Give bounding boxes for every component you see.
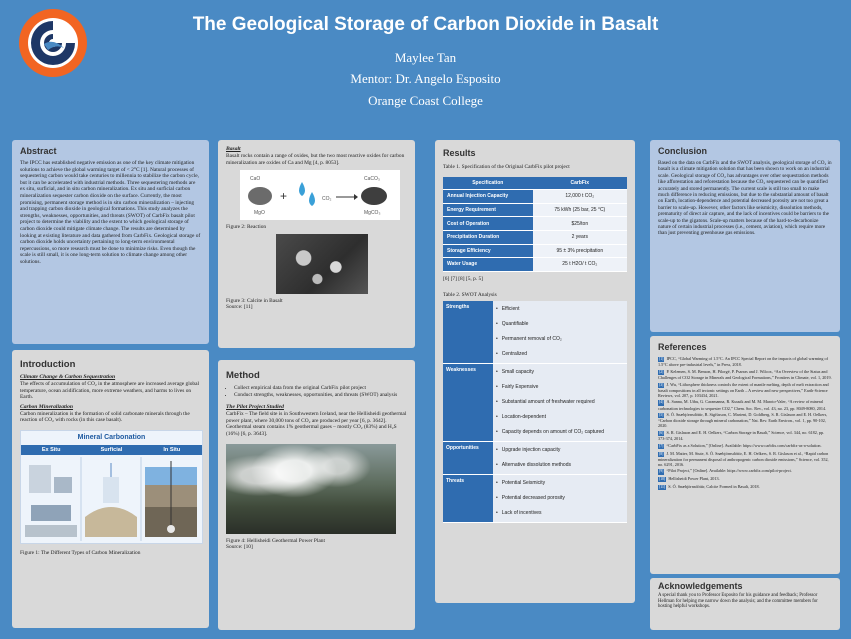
basalt-subheading: Basalt (226, 146, 241, 152)
calcite-in-basalt-photo (276, 234, 368, 294)
figure-col-surficial: Surficial (100, 446, 123, 453)
table-2-caption: Table 2. SWOT Analysis (443, 292, 497, 299)
reference-item: [5] S. Ó. Snæbjörnsdóttir, B. Sigfússon, C. Marieni, D. Goldberg, S. R. Gislason and E. H. Oelkers, “Carbon dioxide storage through mineral carbonation,” Nat. Rev. Earth Environ., vol. 1, pp. 90-102, 2020. (658, 412, 828, 429)
spec-key: Precipitation Duration (443, 230, 533, 244)
list-item: • Potential Seismicity (496, 476, 624, 491)
list-item: • Centralized (496, 347, 624, 362)
spec-key: Energy Requirement (443, 203, 533, 217)
reference-item: [9] “Pilot Project,” [Online]. Available: https://www.carbfix.com/pilot-project. (659, 468, 792, 474)
results-panel (435, 140, 635, 603)
conclusion-body: Based on the data on CarbFix and the SWOT analysis, geological storage of CO₂ in basalt is a climate mitigation solution that has been shown to work on an industrial scale. Geological storage of CO₂ has advantages over other sequestration methods like afforestation and reforestation because the CO₂ sequestered can be quantified accurately and stored permanently. The current scale is still too small to make much difference in reducing emissions, but due to the substantial amount of basalt on Earth, location-dependence and potential decreased porosity are not too great a barrier to scale-up. However, other factors like seismicity, dissolution methods, prematurity of direct air capture, and the lack of incentives could be barriers to the scale-up to the gigatons. Scale-up matters because of the hard-to-decarbonize nature of certain industrial processes (i.e., cement, aviation), which require more than just preventing greenhouse gas emissions. (658, 160, 832, 237)
method-list (226, 385, 407, 398)
table-row (443, 363, 627, 441)
method-item: • Conduct strengths, weaknesses, opportunities, and threats (SWOT) analysis (234, 392, 407, 399)
spec-table (443, 177, 627, 272)
mentor-name: Mentor: Dr. Angelo Esposito (350, 71, 501, 86)
spec-table-header (443, 177, 627, 190)
method-panel (218, 360, 415, 630)
figure-col-ex-situ: Ex Situ (41, 446, 61, 453)
swot-category: Strengths (443, 301, 493, 364)
spec-value: 12,000 t CO₂ (533, 190, 627, 204)
spec-key: Cost of Operation (443, 217, 533, 231)
conclusion-heading: Conclusion (658, 146, 707, 156)
results-heading: Results (443, 148, 476, 158)
reaction-caco3: CaCO₃ (364, 176, 380, 183)
swot-category: Threats (443, 474, 493, 522)
spec-value: $25/ton (533, 217, 627, 231)
reaction-co2: CO₂ (322, 196, 332, 203)
power-plant-photo (226, 444, 396, 534)
table-row (443, 258, 627, 272)
figure-1-caption: Figure 1: The Different Types of Carbon Mineralization (20, 549, 141, 556)
list-item: • Potential decreased porosity (496, 491, 624, 506)
reaction-cao: CaO (250, 176, 261, 183)
table-row (443, 190, 627, 204)
reference-item: [11] S. Ó. Snæbjörnsdóttir, Calcite Formed in Basalt, 2018. (659, 483, 760, 489)
table-row (443, 217, 627, 231)
table-row (443, 244, 627, 258)
list-item: • Capacity depends on amount of CO₂ captured (496, 425, 624, 440)
figure-4-source: Source: [10] (226, 544, 253, 551)
list-item: • Quantifiable (496, 317, 624, 332)
list-item: • Small capacity (496, 365, 624, 380)
abstract-body: The IPCC has established negative emission as one of the key climate mitigation solutions to achieve the global warming target of < 2°C [1]. Natural processes of sequestering carbon would take centuries to millennia to stabilize the carbon cycle, but it can be accelerated with industrial methods. Three sequestering methods are ex situ, surficial, and in situ carbon mineralization. Ex situ and surficial carbon mineralization sequester carbon dioxide on the surface. Currently, the most promising, permanent storage method is in situ carbon mineralization – injecting and trapping carbon dioxide in geological formations. This study analyzes the strengths, weaknesses, opportunities, and threats (SWOT) of CarbFix basalt pilot project to determine the viability and the extent to which geological storage of carbon dioxide could mitigate climate change. The results are determined by looking at existing literature and data gathered from CarbFix. Geological storage of carbon dioxide holds uncertainty pertaining to long-term environmental repercussions, so more research must be done to minimize risks. Even though the scale is still small, it is one long-term solution to climate change among other solutions. (20, 160, 201, 265)
swot-items (493, 474, 627, 522)
table-row (443, 301, 627, 364)
reference-item: [3] J. Wu, “Lithosphere thickness controls the extent of mantle melting, depth of melt extraction and basalt compositions in all tectonic settings on Earth – A review and new perspectives,” Earth-Science Reviews, vol. 207, p. 103434, 2021. (658, 381, 829, 398)
swot-category: Weaknesses (443, 363, 493, 441)
list-item: • Upgrade injection capacity (496, 443, 624, 458)
acknowledgements-heading: Acknowledgements (658, 581, 743, 591)
reference-item: [4] A. Sanna, M. Uibu, G. Caramanna, R. Kuusik and M. M. Maroto-Valer, “A review of mineral carbonation technologies to sequester CO2,” Chem. Soc. Rev., vol. 43, no. 23, pp. 8049-8080, 2014. (658, 399, 827, 411)
climate-change-text: The effects of accumulation of CO₂ in the atmosphere are increased average global temperature, ocean acidification, more extreme weathers, and harms to lives on Earth. (20, 381, 199, 401)
spec-value: 2 years (533, 230, 627, 244)
list-item: • Location-dependent (496, 410, 624, 425)
table-1-caption: Table 1. Specification of the Original CarbFix pilot project (443, 164, 570, 170)
list-item: • Lack of incentives (496, 506, 624, 521)
swot-category: Opportunities (443, 441, 493, 474)
conclusion-panel (650, 140, 840, 332)
spec-key: Annual Injection Capacity (443, 190, 533, 204)
spec-key: Storage Efficiency (443, 244, 533, 258)
table-1-references: [6] [7] [8] [5, p. 5] (443, 275, 483, 282)
spec-value: 75 kWh (25 bar, 25 °C) (533, 203, 627, 217)
author-name: Maylee Tan (394, 50, 457, 65)
swot-items (493, 363, 627, 441)
reaction-figure (240, 170, 400, 220)
swot-items (493, 301, 627, 364)
list-item: • Substantial amount of freshwater required (496, 395, 624, 410)
references-panel (650, 336, 840, 574)
reference-item: [7] “CarbFix as a Solution,” [Online]. Available: https://www.carbfix.com/carbfix-as-a-solution. (659, 442, 822, 448)
reference-item: [2] P. Kelemen, S. M. Benson, H. Pilorgé, P. Psarras and J. Wilcox, “An Overview of the Status and Challenges of CO2 Storage in Minerals and Geological Formations,” Frontiers in Climate, vol. 1, 2019. (658, 368, 832, 380)
introduction-panel (12, 350, 209, 628)
abstract-panel (12, 140, 209, 344)
swot-table (443, 301, 627, 523)
svg-text:+: + (280, 189, 288, 204)
acknowledgements-panel (650, 578, 840, 630)
carbon-mineralization-text: Carbon mineralization is the formation of solid carbonate minerals through the reaction of CO₂ with rocks (in this case basalt). (20, 410, 190, 424)
spec-value: 95 ± 3% precipitation (533, 244, 627, 258)
acknowledgements-body: A special thank you to Professor Esposito for his guidance and feedback; Professor Hellman for helping me narrow down the analysis; and the committee members for hosting helpful workshops. (658, 593, 818, 610)
basalt-panel (218, 140, 415, 348)
figure-col-in-situ: In Situ (163, 446, 181, 453)
figure-3-source: Source: [11] (226, 304, 253, 311)
spec-header-cell: CarbFix (533, 177, 627, 190)
list-item: • Efficient (496, 302, 624, 317)
list-item: • Fairly Expensive (496, 380, 624, 395)
method-heading: Method (226, 370, 260, 381)
school-name: Orange Coast College (368, 93, 483, 108)
references-heading: References (658, 342, 707, 352)
spec-header-cell: Specification (443, 177, 533, 190)
carbon-mineralization-subheading: Carbon Mineralization (20, 403, 74, 410)
table-row (443, 230, 627, 244)
reference-item: [8] J. M. Matter, M. Stute, S. Ó. Snæbjörnsdóttir, E. H. Oelkers, S. R. Gislason et al., “Rapid carbon mineralization for permanent disposal of anthropogenic carbon dioxide emissions,” Science, vol. 352, no. 6291, 2016. (658, 450, 829, 467)
reference-item: [10] Hellisheidi Power Plant, 2013. (659, 476, 720, 482)
spec-value: 25 t H2O/ t CO₂ (533, 258, 627, 272)
pilot-project-subheading: The Pilot Project Studied (226, 404, 284, 411)
figure-title: Mineral Carbonation (77, 433, 146, 441)
pilot-project-text: CarbFix – The field site is in Southwestern Iceland, near the Hellisheidi geothermal power plant, where 30,000 tons of CO₂ are produced per year [6, p. 3642]. Geothermal steam contains 1% geothermal gases – mostly CO₂ (83%) and H₂S (16%) [6, p. 3643]. (226, 411, 407, 437)
method-item: • Collect empirical data from the original CarbFix pilot project (234, 385, 407, 392)
table-row (443, 203, 627, 217)
mineral-carbonation-illustration (21, 457, 202, 541)
reference-item: [6] S. R. Gislason and E. H. Oelkers, “Carbon Storage in Basalt,” Science, vol. 344, no. 6182, pp. 373-374, 2014. (658, 430, 825, 442)
spec-key: Water Usage (443, 258, 533, 272)
basalt-text: Basalt rocks contain a range of oxides, but the two most reactive oxides for carbon mineralization are oxides of Ca and Mg [4, p. 8053]. (226, 153, 405, 166)
reaction-mgco3: MgCO₃ (364, 210, 381, 217)
swot-items (493, 441, 627, 474)
introduction-heading: Introduction (20, 359, 76, 370)
figure-2-caption: Figure 2: Reaction (226, 224, 267, 231)
table-row (443, 474, 627, 522)
poster-title: The Geological Storage of Carbon Dioxide in Basalt (192, 14, 659, 35)
mineral-carbonation-figure (20, 430, 203, 544)
reaction-mgo: MgO (254, 210, 265, 217)
figure-3-caption: Figure 3: Calcite in Basalt (226, 297, 283, 304)
list-item: • Alternative dissolution methods (496, 458, 624, 473)
reference-item: [1] IPCC, “Global Warming of 1.5°C. An IPCC Special Report on the impacts of global warming of 1.5°C above pre-industrial levels,” in Press, 2018. (658, 356, 828, 368)
table-row (443, 441, 627, 474)
climate-change-subheading: Climate Change & Carbon Sequestration (20, 374, 116, 380)
figure-4-caption: Figure 4: Hellisheidi Geothermal Power Plant (226, 537, 325, 544)
list-item: • Permanent removal of CO₂ (496, 332, 624, 347)
abstract-heading: Abstract (20, 146, 57, 156)
